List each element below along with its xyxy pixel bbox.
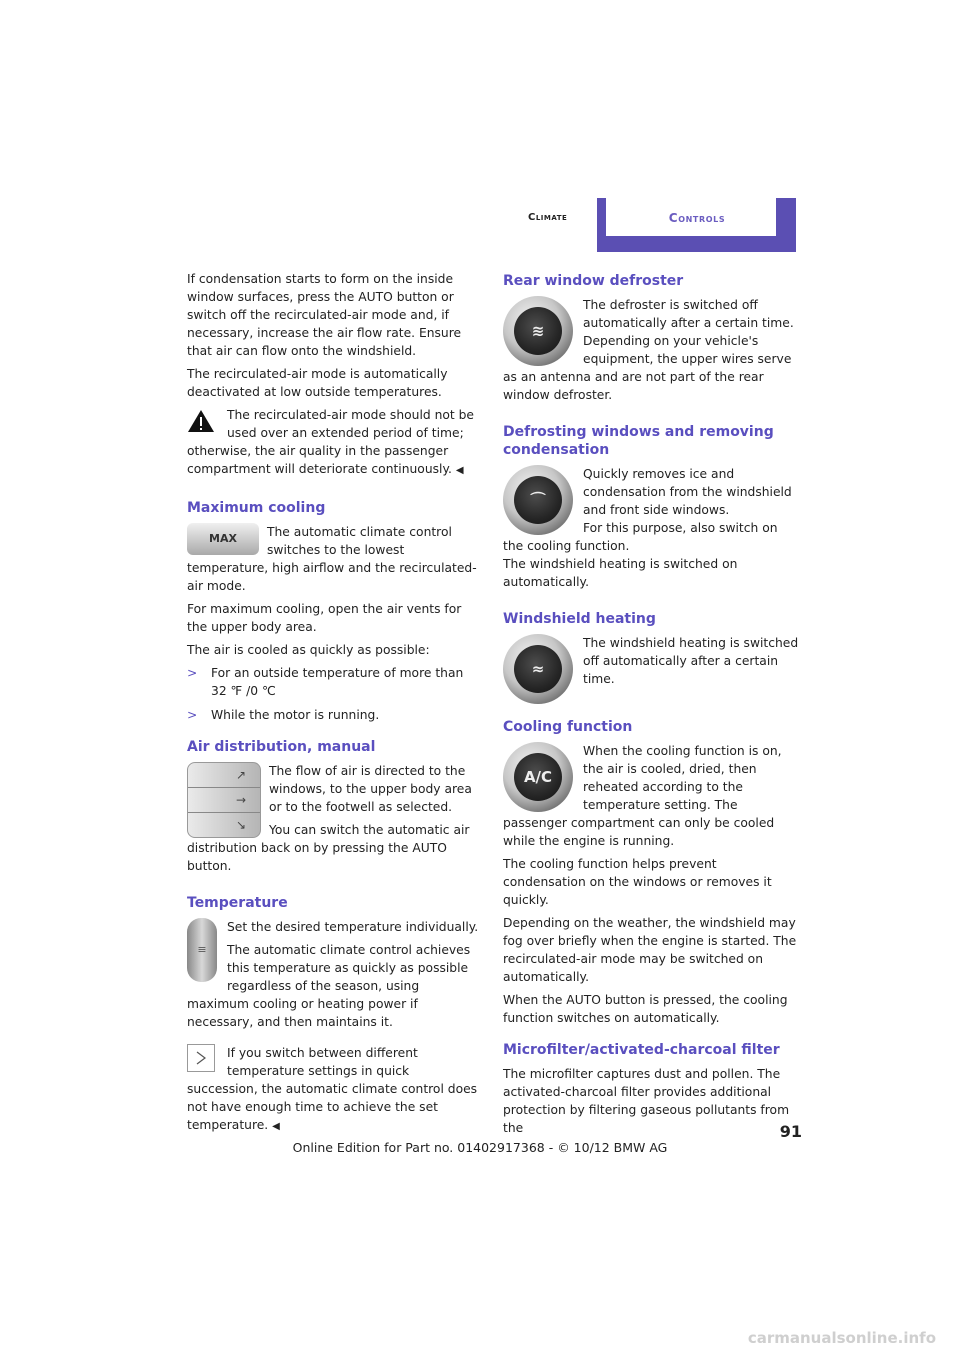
windshield-defrost-icon: ⌒	[514, 476, 562, 524]
paragraph: For maximum cooling, open the air vents for the upper body area.	[187, 602, 462, 634]
end-marker: ◀	[272, 1121, 280, 1132]
note-text: If you switch between different temperature settings in quick succession, the automatic climate control does not have enough time to achieve the set temperature.	[187, 1046, 478, 1132]
max-button-image	[187, 523, 259, 555]
temperature-switch-image: ≡	[187, 918, 217, 982]
ac-label: A/C	[514, 753, 562, 801]
paragraph: When the AUTO button is pressed, the cooling function switches on automatically.	[503, 993, 788, 1025]
list-item-text: For an outside temperature of more than 32 ℉ /0 ℃	[211, 666, 464, 698]
page-number: 91	[779, 1122, 802, 1141]
paragraph: The air is cooled as quickly as possible:	[187, 643, 430, 657]
paragraph: For this purpose, also switch on the cooling function.	[503, 521, 778, 553]
heading-windshield-heating: Windshield heating	[503, 611, 656, 627]
paragraph: The cooling function helps prevent condensation on the windows or removes it quickly.	[503, 857, 772, 907]
end-marker: ◀	[455, 465, 464, 476]
warning-text: The recirculated-air mode should not be used over an extended period of time; otherwise, the air quality in the passenger compartment will deteriorate continuously.	[187, 408, 474, 476]
windshield-heating-icon: ≈	[514, 645, 562, 693]
heading-microfilter: Microfilter/activated-charcoal filter	[503, 1042, 780, 1058]
footer-edition: Online Edition for Part no. 01402917368 - © 10/12 BMW AG	[292, 1140, 668, 1155]
defrost-knob-image	[503, 465, 573, 535]
heading-maximum-cooling: Maximum cooling	[187, 500, 326, 516]
paragraph: The defroster is switched off automatically after a certain time. Depending on your vehicle's equipment, the upper wires serve as an antenna and are not part of the rear window defroster.	[503, 298, 794, 402]
note-arrow-icon	[187, 1044, 215, 1072]
paragraph: The microfilter captures dust and pollen. The activated-charcoal filter provides additional protection by filtering gaseous pollutants from the	[503, 1067, 790, 1135]
warning-icon	[187, 409, 215, 433]
paragraph: You can switch the automatic air distribution back on by pressing the AUTO button.	[187, 823, 470, 873]
paragraph: The automatic climate control achieves this temperature as quickly as possible regardless of the season, using maximum cooling or heating power if necessary, and then maintains it.	[187, 943, 471, 1029]
windshield-heating-knob-image	[503, 634, 573, 704]
air-distribution-buttons-image	[187, 762, 261, 838]
bullet-marker: >	[187, 708, 198, 722]
rear-defroster-knob-image	[503, 296, 573, 366]
heading-air-distribution: Air distribution, manual	[187, 739, 376, 755]
max-label: MAX	[209, 532, 237, 545]
paragraph: When the cooling function is on, the air is cooled, dried, then reheated according to the temperature setting. The passenger compartment can only be cooled while the engine is running.	[503, 744, 782, 848]
upper-body-vent-icon: →	[188, 788, 260, 813]
paragraph: The windshield heating is switched on automatically.	[503, 557, 738, 589]
list-item-text: While the motor is running.	[211, 708, 380, 722]
paragraph: If condensation starts to form on the inside window surfaces, press the AUTO button or switch off the recirculated-air mode and, if necessary, increase the air flow rate. Ensure that air can flow onto the windshield.	[187, 272, 462, 358]
section-label: Climate	[528, 212, 568, 223]
list-item	[187, 664, 480, 700]
footwell-vent-icon: ↘	[235, 818, 246, 832]
paragraph: The automatic climate control switches to the lowest temperature, high airflow and the recirculated-air mode.	[187, 525, 477, 593]
chapter-tab	[597, 198, 796, 252]
paragraph: The windshield heating is switched off automatically after a certain time.	[583, 636, 799, 686]
paragraph: The recirculated-air mode is automatically deactivated at low outside temperatures.	[187, 367, 448, 399]
paragraph: Depending on the weather, the windshield may fog over briefly when the engine is started. The recirculated-air mode may be switched on automatically.	[503, 916, 797, 984]
heading-temperature: Temperature	[187, 895, 288, 911]
heading-cooling-function: Cooling function	[503, 719, 633, 735]
paragraph: The flow of air is directed to the windows, to the upper body area or to the footwell as selected.	[269, 764, 472, 814]
left-column	[187, 270, 480, 1141]
rear-defroster-icon: ≋	[514, 307, 562, 355]
bullet-marker: >	[187, 666, 198, 680]
windshield-vent-icon: ↗	[188, 763, 260, 788]
paragraph: Quickly removes ice and condensation from the windshield and front side windows.	[583, 467, 792, 517]
paragraph: Set the desired temperature individually.	[227, 920, 479, 934]
warning-note	[187, 406, 480, 485]
watermark: carmanualsonline.info	[747, 1329, 936, 1347]
chapter-tab-label: Controls	[668, 211, 726, 225]
right-column	[503, 270, 799, 1142]
list-item	[187, 706, 480, 724]
ac-knob-image	[503, 742, 573, 812]
tip-note	[187, 1044, 480, 1136]
heading-defrosting-windows: Defrosting windows and removing condensation	[503, 424, 774, 458]
heading-rear-window-defroster: Rear window defroster	[503, 273, 684, 289]
